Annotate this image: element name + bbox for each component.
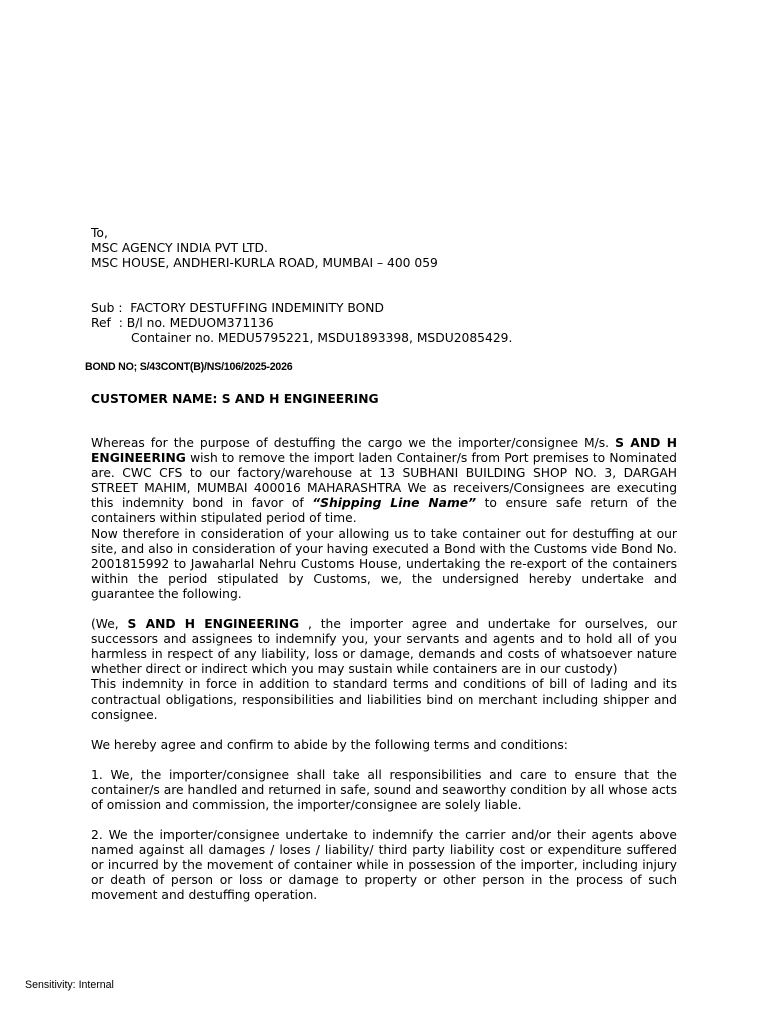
paragraph-text: (We, [91, 617, 119, 632]
paragraph-text: to ensure safe return of the containers within stipulated period of time. [91, 496, 677, 526]
bond-number: BOND NO; S/43CONT(B)/NS/106/2025-2026 [85, 361, 293, 373]
paragraph-text: wish to remove the import laden Container/s from Port premises to Nominated are. CWC CFS to our factory/warehouse at 13 SUBHANI BUILDING SHOP NO. 3, DARGAH STREET MAHIM, MUMBAI 400016 MAHARASHTRA We as receivers/Consignees are executing this indemnity bond in favor of [91, 451, 677, 511]
customer-name: CUSTOMER NAME: S AND H ENGINEERING [91, 392, 379, 406]
letter-header [91, 226, 677, 346]
spacer [91, 272, 677, 301]
container-line: Container no. MEDU5795221, MSDU1893398, MSDU2085429. [131, 331, 513, 346]
recipient-address: MSC HOUSE, ANDHERI-KURLA ROAD, MUMBAI – 400 059 [91, 256, 438, 271]
recipient-company: MSC AGENCY INDIA PVT LTD. [91, 241, 268, 256]
paragraph-indemnity: This indemnity in force in addition to standard terms and conditions of bill of lading and its contractual obligations, responsibilities and liabilities bind on merchant including shipper and consignee. [91, 677, 677, 722]
reference-line: Ref : B/l no. MEDUOM371136 [91, 315, 274, 330]
spacer [91, 813, 677, 828]
subject-line: Sub : FACTORY DESTUFFING INDEMINITY BOND [91, 300, 384, 315]
paragraph-undertaking [91, 617, 677, 677]
spacer [91, 602, 677, 617]
term-1: 1. We, the importer/consignee shall take all responsibilities and care to ensure that the container/s are handled and returned in safe, sound and seaworthy condition by all whose acts of omission and commission, the importer/consignee are solely liable. [91, 767, 677, 812]
sensitivity-label: Sensitivity: Internal [25, 979, 114, 991]
paragraph-text: Whereas for the purpose of destuffing the cargo we the importer/consignee M/s. [91, 436, 610, 450]
shipping-line-name: “Shipping Line Name” [312, 496, 477, 511]
paragraph-agree: We hereby agree and confirm to abide by the following terms and conditions: [91, 737, 568, 752]
importer-name: S AND H ENGINEERING [127, 617, 300, 632]
salutation: To, [91, 226, 108, 240]
document-body [91, 436, 677, 904]
term-2: 2. We the importer/consignee undertake to indemnify the carrier and/or their agents above named against all damages / loses / liability/ third party liability cost or expenditure suffered or incurred by the movement of container while in possession of the importer, including injury or death of person or loss or damage to property or other person in the process of such movement and destuffing operation. [91, 828, 677, 903]
paragraph-consideration: Now therefore in consideration of your allowing us to take container out for destuffing at our site, and also in consideration of your having executed a Bond with the Customs vide Bond No. 2001815992 to Jawaharlal Nehru Customs House, undertaking the re-export of the containers within the period stipulated by Customs, we, the undersigned hereby undertake and guarantee the following. [91, 526, 677, 601]
paragraph-text: , the importer agree and undertake for ourselves, our successors and assignees to indemnify you, your servants and agents and to hold all of you harmless in respect of any liability, loss or damage, demands and costs of whatsoever nature whether direct or indirect which you may sustain while containers are in our custody) [91, 617, 678, 677]
importer-name: S AND H ENGINEERING [91, 436, 677, 466]
paragraph-whereas [91, 436, 677, 527]
spacer [91, 723, 677, 738]
spacer [91, 753, 677, 768]
